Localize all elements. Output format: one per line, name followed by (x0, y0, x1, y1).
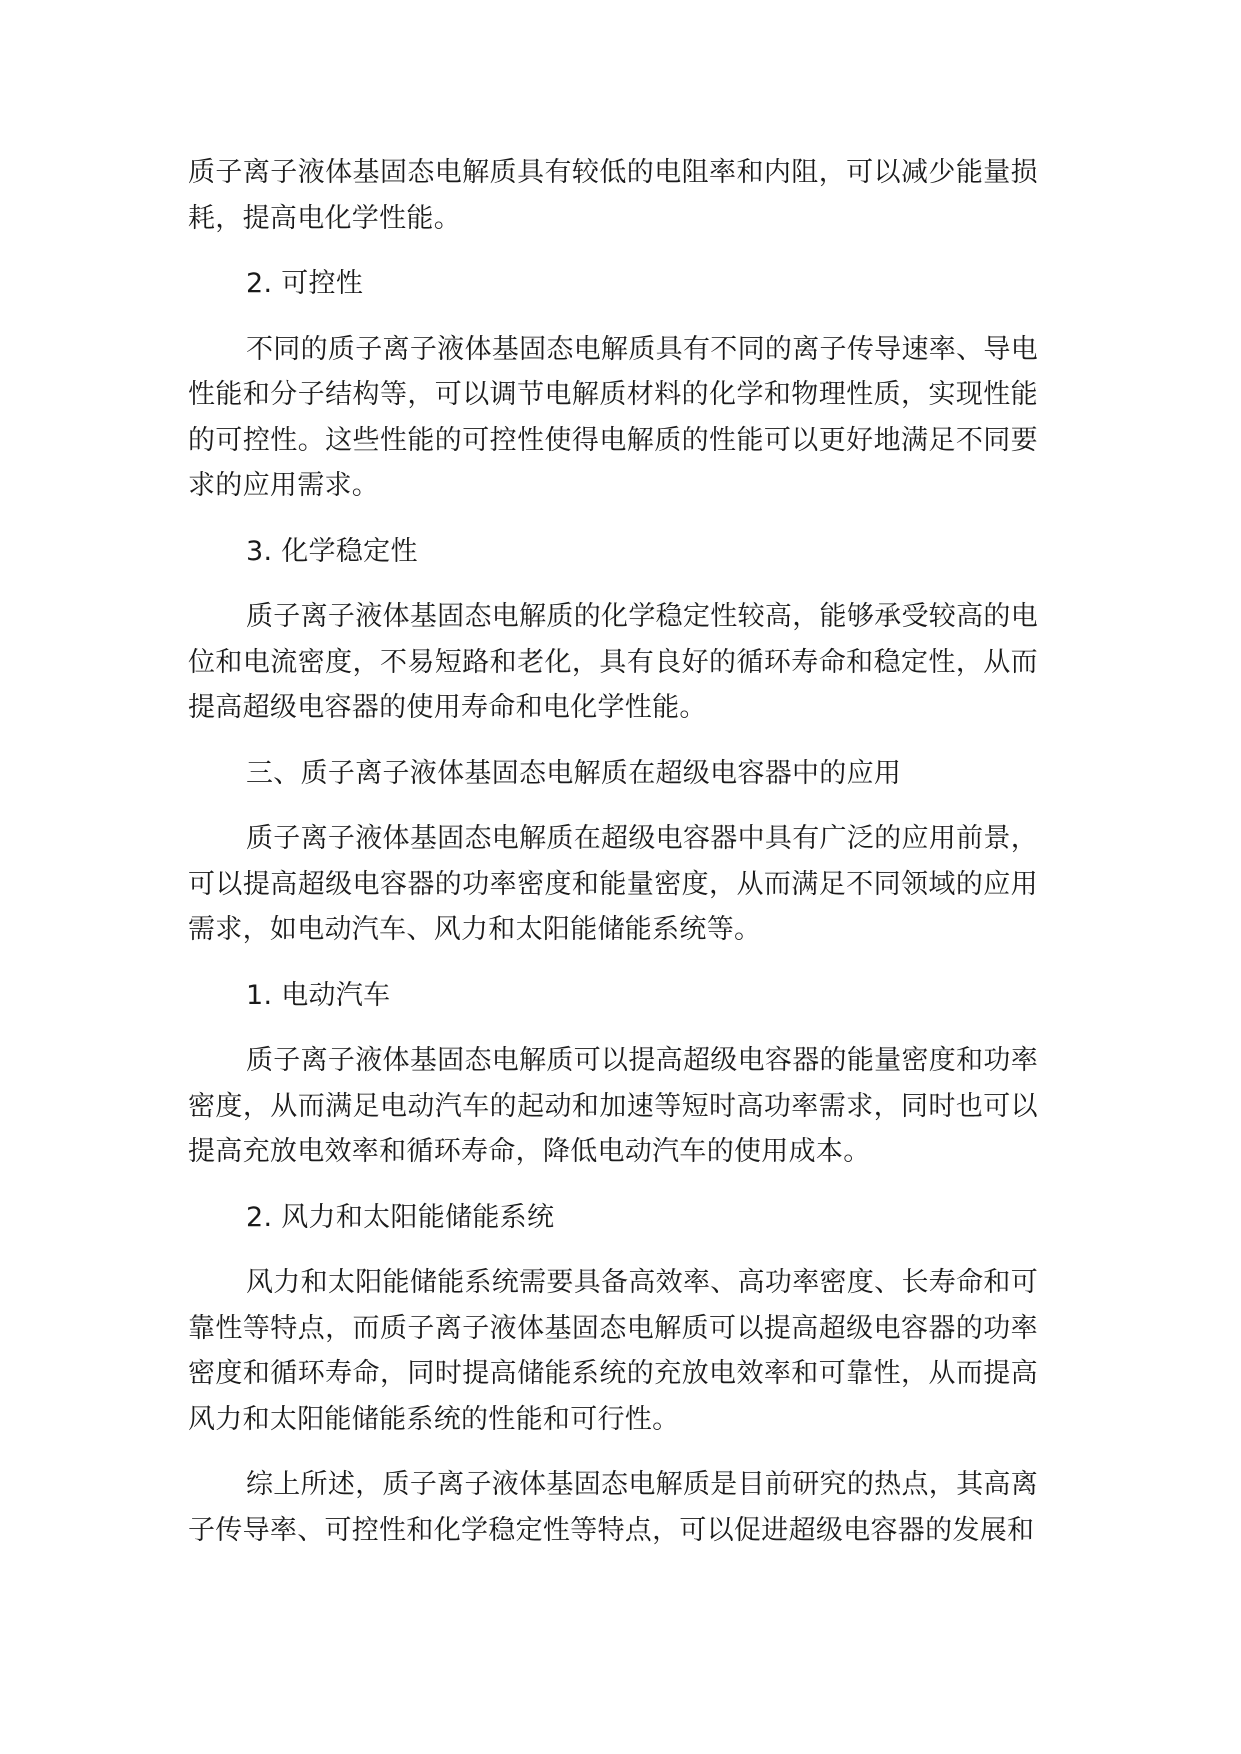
section-heading-electric-vehicles: 1. 电动汽车 (246, 979, 391, 1011)
section-heading-applications: 三、质子离子液体基固态电解质在超级电容器中的应用 (246, 757, 902, 789)
paragraph-electric-vehicles: 质子离子液体基固态电解质可以提高超级电容器的能量密度和功率密度，从而满足电动汽车的起动和加速等短时高功率需求，同时也可以提高充放电效率和循环寿命，降低电动汽车的使用成本。 (188, 1045, 1038, 1167)
paragraph-conclusion: 综上所述，质子离子液体基固态电解质是目前研究的热点，其高离子传导率、可控性和化学稳定性等特点，可以促进超级电容器的发展和 (188, 1469, 1038, 1546)
section-heading-chemical-stability: 3. 化学稳定性 (246, 535, 418, 567)
paragraph-energy-storage: 风力和太阳能储能系统需要具备高效率、高功率密度、长寿命和可靠性等特点，而质子离子液体基固态电解质可以提高超级电容器的功率密度和循环寿命，同时提高储能系统的充放电效率和可靠性，从而提高风力和太阳能储能系统的性能和可行性。 (188, 1267, 1038, 1435)
document-body (188, 150, 1038, 1573)
section-heading-controllability: 2. 可控性 (246, 268, 364, 299)
section-heading-energy-storage: 2. 风力和太阳能储能系统 (246, 1201, 555, 1233)
paragraph-applications: 质子离子液体基固态电解质在超级电容器中具有广泛的应用前景，可以提高超级电容器的功率密度和能量密度，从而满足不同领域的应用需求，如电动汽车、风力和太阳能储能系统等。 (188, 823, 1038, 945)
paragraph-continuation: 质子离子液体基固态电解质具有较低的电阻率和内阻，可以减少能量损耗，提高电化学性能。 (188, 157, 1038, 234)
paragraph-chemical-stability: 质子离子液体基固态电解质的化学稳定性较高，能够承受较高的电位和电流密度，不易短路和老化，具有良好的循环寿命和稳定性，从而提高超级电容器的使用寿命和电化学性能。 (188, 601, 1038, 723)
paragraph-controllability: 不同的质子离子液体基固态电解质具有不同的离子传导速率、导电性能和分子结构等，可以调节电解质材料的化学和物理性质，实现性能的可控性。这些性能的可控性使得电解质的性能可以更好地满足不同要求的应用需求。 (188, 333, 1038, 501)
